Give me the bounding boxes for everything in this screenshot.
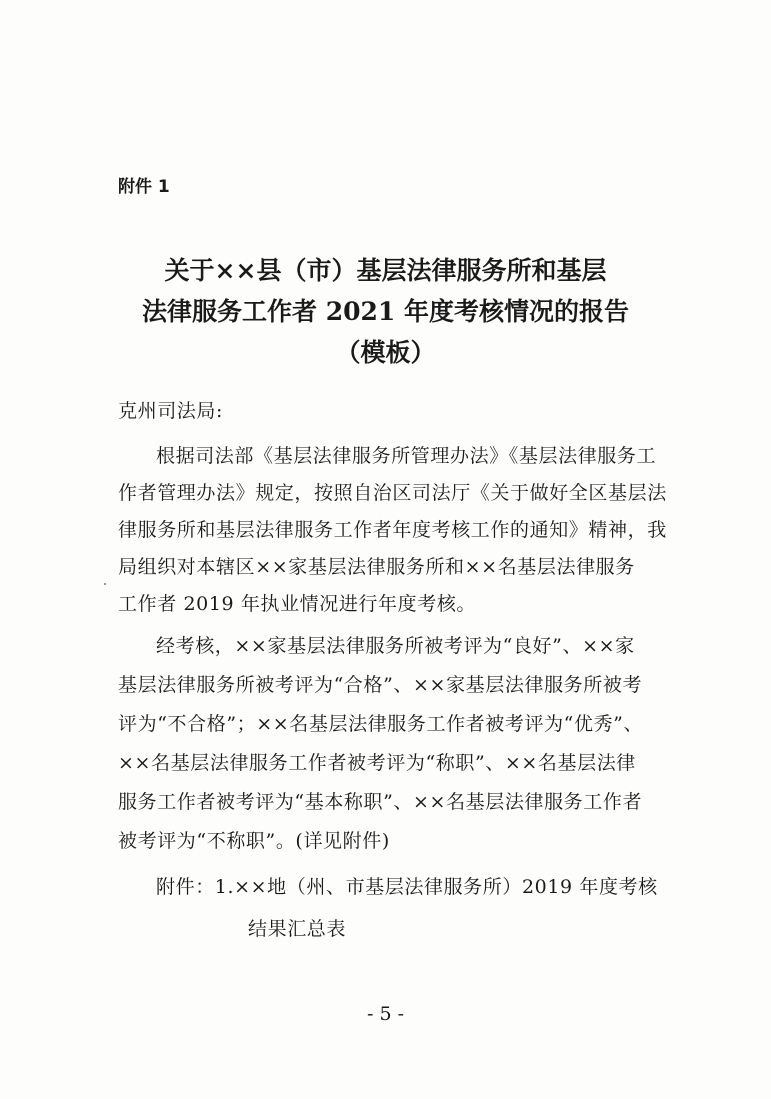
- title-line-3: （模板）: [335, 338, 436, 367]
- paragraph1-line-1: 根据司法部《基层法律服务所管理办法》《基层法律服务工: [156, 445, 657, 467]
- attachment-note-line-2: 结果汇总表: [248, 918, 347, 940]
- document-title: [0, 250, 771, 373]
- paragraph2-line-6: 被考评为“不称职”。(详见附件): [118, 830, 390, 852]
- paragraph1-line-5: 工作者 2019 年执业情况进行年度考核。: [118, 593, 477, 615]
- paragraph2-line-4: ××名基层法律服务工作者被考评为“称职”、××名基层法律: [118, 752, 636, 774]
- paragraph2-line-2: 基层法律服务所被考评为“合格”、××家基层法律服务所被考: [118, 674, 643, 696]
- scan-speck: [104, 583, 106, 585]
- paragraph2-line-3: 评为“不合格”；××名基层法律服务工作者被考评为“优秀”、: [118, 713, 644, 735]
- attachment-label: 附件 1: [118, 177, 170, 197]
- paragraph1-line-3: 律服务所和基层法律服务工作者年度考核工作的通知》精神，我: [118, 519, 667, 541]
- paragraph2-line-5: 服务工作者被考评为“基本称职”、××名基层法律服务工作者: [118, 791, 643, 813]
- attachment-note-line-1: 附件：1.××地（州、市基层法律服务所）2019 年度考核: [156, 876, 658, 898]
- paragraph1-line-4: 局组织对本辖区××家基层法律服务所和××名基层法律服务: [118, 556, 635, 578]
- title-line-1: 关于××县（市）基层法律服务所和基层: [164, 256, 607, 285]
- paragraph1-line-2: 作者管理办法》规定，按照自治区司法厅《关于做好全区基层法: [118, 482, 667, 504]
- title-line-2: 法律服务工作者 2021 年度考核情况的报告: [142, 297, 629, 326]
- paragraph2-line-1: 经考核，××家基层法律服务所被考评为“良好”、××家: [156, 635, 635, 657]
- page-number: - 5 -: [366, 1003, 404, 1025]
- salutation: 克州司法局:: [118, 400, 224, 422]
